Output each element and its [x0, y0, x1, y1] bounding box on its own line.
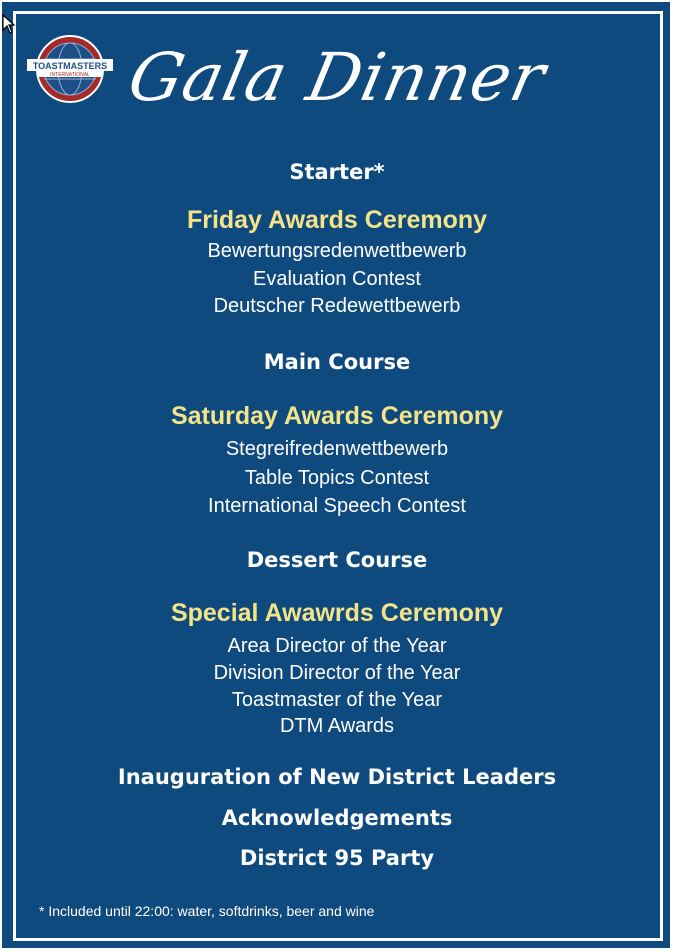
dessert-course-heading: Dessert Course [246, 548, 428, 572]
list-item: Toastmaster of the Year [231, 689, 443, 711]
svg-text:INTERNATIONAL: INTERNATIONAL [50, 72, 90, 78]
mouse-cursor-icon [2, 14, 16, 34]
list-item: Deutscher Redewettbewerb [213, 295, 461, 317]
list-item: Area Director of the Year [227, 635, 447, 657]
acknowledgements-heading: Acknowledgements [221, 806, 453, 830]
toastmasters-logo [27, 34, 113, 104]
footnote: * Included until 22:00: water, softdrinks, beer and wine [39, 903, 375, 919]
party-heading: District 95 Party [239, 846, 435, 870]
special-ceremony-heading: Special Awawrds Ceremony [170, 599, 504, 627]
list-item: DTM Awards [279, 715, 395, 737]
list-item: Stegreifredenwettbewerb [225, 438, 449, 460]
main-course-heading: Main Course [263, 350, 411, 374]
starter-heading: Starter* [289, 160, 385, 184]
inauguration-heading: Inauguration of New District Leaders [117, 765, 557, 789]
svg-text:TOASTMASTERS: TOASTMASTERS [32, 61, 108, 71]
friday-ceremony-heading: Friday Awards Ceremony [186, 206, 488, 234]
page-title: Gala Dinner [121, 39, 553, 116]
list-item: Table Topics Contest [244, 467, 430, 489]
list-item: International Speech Contest [208, 495, 466, 517]
list-item: Evaluation Contest [253, 268, 421, 290]
list-item: Division Director of the Year [213, 662, 461, 684]
saturday-ceremony-heading: Saturday Awards Ceremony [170, 402, 504, 430]
list-item: Bewertungsredenwettbewerb [207, 240, 467, 262]
